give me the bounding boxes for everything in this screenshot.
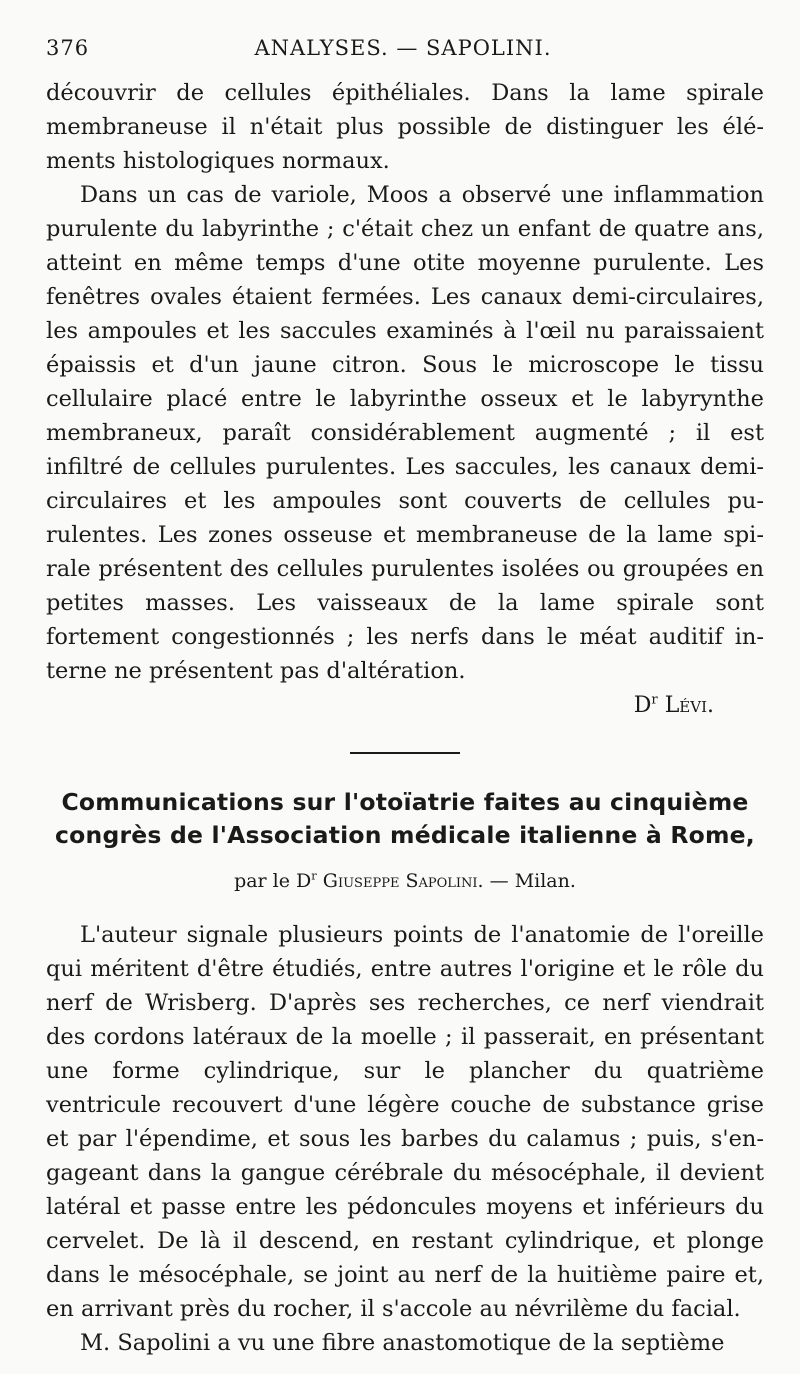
byline-prefix: par le	[234, 870, 290, 892]
article-byline	[46, 866, 764, 896]
paragraph-variole-case: Dans un cas de variole, Moos a observé une inflammation purulente du labyrinthe ; c'était chez un enfant de quatre ans, atteint en même temps d'une otite moyenne purulente. Les fenêtres ovales étaient fermées. Les canaux demi-circulaires, les ampoules et les saccules examinés à l'œil nu paraissaient épaissis et d'un jaune citron. Sous le microscope le tissu cellulaire placé entre le labyrinthe osseux et le labyrynthe membraneux, paraît considérablement augmenté ; il est infiltré de cellules purulentes. Les saccules, les canaux demi-circulaires et les ampoules sont couverts de cellules purulentes. Les zones osseuse et membraneuse de la lame spirale présentent des cellules purulentes isolées ou groupées en petites masses. Les vaisseaux de la lame spirale sont fortement congestionnés ; les nerfs dans le méat auditif interne ne présentent pas d'altération.	[46, 182, 764, 684]
article-title-line-2: congrès de l'Association médicale italienne à Rome,	[55, 821, 755, 849]
signature-title-sup: r	[651, 692, 658, 708]
article-title-line-1: Communications sur l'otoïatrie faites au cinquième	[61, 788, 749, 816]
paragraph-wrisberg: L'auteur signale plusieurs points de l'anatomie de l'oreille qui méritent d'être étudiés, entre autres l'origine et le rôle du nerf de Wrisberg. D'après ses recherches, ce nerf viendrait des cordons latéraux de la moelle ; il passerait, en présentant une forme cylindrique, sur le plancher du quatrième ventricule recouvert d'une légère couche de substance grise et par l'épendime, et sous les barbes du calamus ; puis, s'engageant dans la gangue cérébrale du mésocéphale, il devient latéral et passe entre les pédoncules moyens et inférieurs du cervelet. De là il descend, en restant cylindrique, et plonge dans le mésocéphale, se joint au nerf de la huitième paire et, en arrivant près du rocher, il s'accole au névrilème du facial.	[46, 922, 764, 1322]
byline-author: Giuseppe Sapolini.	[322, 870, 484, 892]
page-number: 376	[46, 36, 90, 60]
byline-separator: —	[489, 870, 509, 892]
running-head: ANALYSES. — SAPOLINI.	[254, 36, 552, 60]
paragraph-sapolini-fibre: M. Sapolini a vu une fibre anastomotique de la septième	[80, 1330, 725, 1356]
byline-title-sup: r	[311, 868, 317, 883]
page-body	[46, 76, 764, 1360]
page-header	[46, 36, 760, 64]
signature-name: Lévi.	[664, 693, 714, 718]
section-divider	[350, 752, 460, 754]
paragraph-continued: découvrir de cellules épithéliales. Dans la lame spirale membraneuse il n'était plus possible de distinguer les éléments histologiques normaux.	[46, 80, 764, 174]
article-title	[46, 786, 764, 852]
byline-title: D	[296, 870, 312, 892]
signature-title: D	[633, 693, 652, 718]
byline-city: Milan.	[514, 870, 576, 892]
author-signature	[46, 689, 764, 723]
